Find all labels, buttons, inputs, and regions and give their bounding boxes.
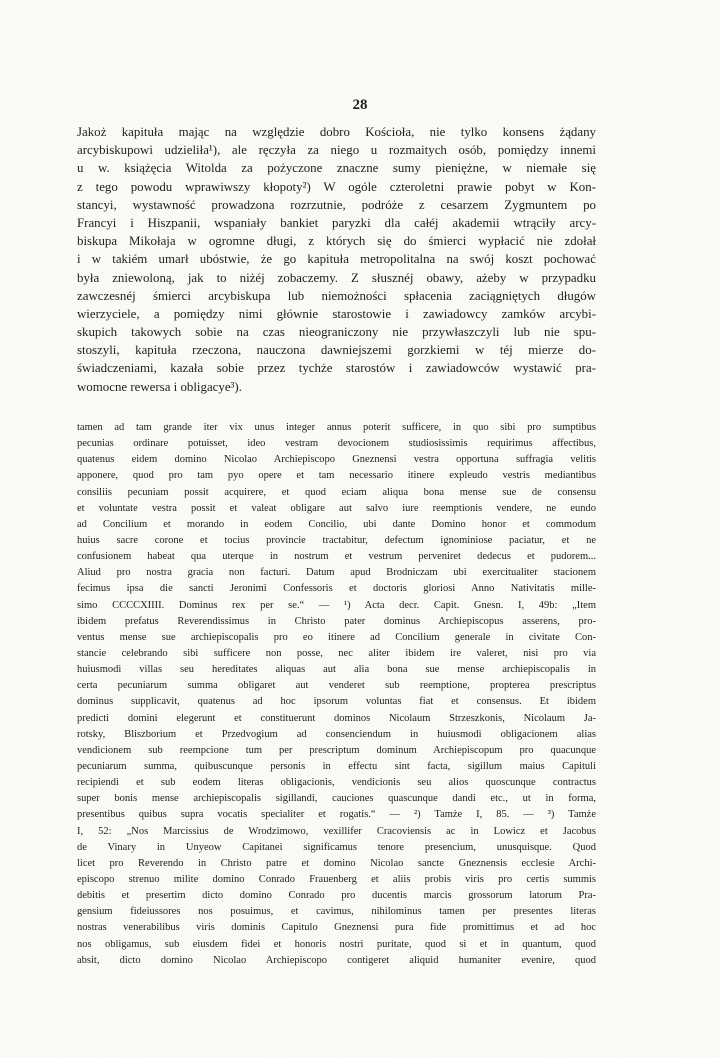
main-line: z tego powodu wprawiwszy kłopoty²) W ogóle czteroletni prawie pobyt w Kon- (77, 179, 596, 194)
footnote-line: absit, dicto domino Nicolao Archiepiscopo contigeret aliquid humaniter evenire, quod (77, 954, 596, 966)
footnote-line: predicti domini elegerunt et constituerunt dominos Nicolaum Strzeszkonis, Nicolaum Ja- (77, 712, 596, 724)
footnote-line: huius sacre corone et tocius provincie tractabitur, defectum ignominiose paciatur, et ne (77, 534, 596, 546)
footnote-line: ibidem prefatus Reverendissimus in Christo pater dominus Archiepiscopus asserens, pro- (77, 615, 596, 627)
page-number: 28 (352, 97, 368, 113)
footnote-line: I, 52: „Nos Marcissius de Wrodzimowo, vexillifer Cracoviensis ac in Lowicz et Jacobus (77, 825, 596, 837)
main-line: skupich takowych sobie na czas nieograniczony nie przywłaszczyli lub nie spu- (77, 325, 596, 340)
footnote-line: stancie celebrando sibi sufficere non posse, nec aliter ibidem ire valeret, nisi pro via (77, 647, 596, 659)
main-line: arcybiskupowi udzieliła¹), ale ręczyła za niego u rozmaitych osób, pomiędzy innemi (77, 143, 596, 158)
footnote-line: pecuniarum summa, quibuscunque personis in effectu sint facta, sigillum maius Capituli (77, 760, 596, 772)
footnotes (77, 420, 596, 969)
footnote-line: de Vinary in Unyeow Capitanei significamus tenore presencium, unusquisque. Quod (77, 841, 596, 853)
footnote-line: nostras venerabilibus viris dominis Capitulo Gneznensi pura fide promittimus et ad hoc (77, 922, 596, 934)
footnote-line: licet pro Reverendo in Christo patre et domino Nicolao sancte Gneznensis ecclesie Archi- (77, 857, 596, 869)
footnote-line: ad Concilium et morando in eodem Concilio, ubi dante Domino honor et commodum (77, 518, 596, 530)
footnote-line: dominus supplicavit, quatenus ad hoc ipsorum voluntas fiat et consensus. Et ibidem (77, 696, 596, 708)
main-line: była zniewoloną, jak to niżéj zobaczemy. Z słusznéj obawy, ażeby w przypadku (77, 270, 596, 285)
main-line: stoszyli, kapituła rzeczona, nauczona dawniejszemi gorzkiemi w téj mierze do- (77, 343, 596, 358)
main-line: świadczeniami, kazała sobie przez tychże starostów i zawiadowców wystawić pra- (77, 361, 596, 376)
footnote-line: confusionem habeat qua uterque in nostrum et vestrum perveniret dedecus et pudorem... (77, 551, 596, 563)
footnote-line: tamen ad tam grande iter vix unus integer annus poterit sufficere, in quo sibi pro sumptibus (77, 422, 596, 433)
footnote-line: et voluntate vestra possit et valeat obligare aut salvo iure reemptionis vendere, ne eundo (77, 502, 596, 514)
main-line: u w. książęcia Witolda za pożyczone znaczne sumy pieniężne, w niemałe się (77, 161, 596, 176)
main-line: biskupa Mikołaja w ogromne długi, z których się do śmierci wypłacić nie zdołał (77, 234, 596, 249)
main-line: stancyi, wystawność prowadzona rozrzutnie, podróże z cesarzem Zygmuntem po (77, 197, 596, 212)
footnote-line: vendicionem sub reempcione tum per prescriptum dominum Archiepiscopum pro quacunque (77, 744, 596, 756)
footnote-line: Aliud pro nostra gracia non facturi. Datum apud Brodniczam ubi exercitualiter stacionem (77, 567, 596, 579)
footnote-line: huiusmodi villas seu hereditates aliquas aut alia bona sue mense archiepiscopalis in (77, 664, 596, 676)
main-paragraph (77, 123, 596, 396)
footnote-line: ventus mense sue archiepiscopalis pro eo itinere ad Concilium generale in civitate Con- (77, 631, 596, 643)
main-line: zawczesnéj śmierci arcybiskupa lub niemożności spłacenia zaciągniętych długów (77, 288, 596, 303)
footnote-line: pecunias ordinare potuisset, ideo vestram devocionem studiosissimis requirimus affectibus, (77, 438, 596, 450)
footnote-line: consiliis pecuniam possit acquirere, et quod eciam aliqua bona mense sue de consensu (77, 486, 596, 498)
main-line: Jakoż kapituła mając na względzie dobro Kościoła, nie tylko konsens żądany (77, 125, 596, 139)
footnote-line: apponere, quod pro tam pyo opere et tam necessario itinere expleudo vestris mediantibus (77, 470, 596, 482)
footnote-line: recipiendi et sub eodem literas obligacionis, vendicionis seu alios quoscunque contractus (77, 777, 596, 789)
footnote-line: nos obligamus, sub eiusdem fidei et honoris nostri puritate, quod si et in quantum, quod (77, 938, 596, 950)
footnote-line: debitis et presertim dicto domino Conrado pro ducentis marcis grossorum latorum Pra- (77, 890, 596, 902)
footnote-line: quatenus eidem domino Nicolao Archiepiscopo Gneznensi vestra opportuna suffragia velitis (77, 454, 596, 466)
footnote-line: certa pecuniarum summa obligaret aut venderet sub reemptione, propterea prescriptus (77, 680, 596, 692)
footnote-line: rotsky, Bliszborium et Przedvogium ad consenciendum in huiusmodi obligacionem alias (77, 728, 596, 740)
main-line: Francyi i Hiszpanii, wspaniały bankiet paryzki dla całéj akademii wtrąciły arcy- (77, 215, 596, 230)
footnote-line: super bonis mense archiepiscopalis sigillandi, cauciones quascunque dandi etc., ut in forma, (77, 793, 596, 805)
main-line: i w takiém umarł ubóstwie, że go kapituła metropolitalna na swój koszt pochować (77, 252, 596, 267)
footnote-line: episcopo strenuo milite domino Conrado Frauenberg et aliis probis viris pro certis summis (77, 873, 596, 885)
footnote-line: simo CCCCXIIII. Dominus rex per se.“ — ¹) Acta decr. Capit. Gnesn. I, 49b: „Item (77, 599, 596, 611)
footnote-line: fecimus ipsa die sancti Jeronimi Confessoris et doctoris gloriosi Anno Nativitatis mille- (77, 583, 596, 595)
main-line: wierzyciele, a pomiędzy nimi głównie starostowie i zawiadowcy zamków arcybi- (77, 306, 596, 321)
footnote-line: gensium fideiussores nos posuimus, et cavimus, nihilominus tamen per presentes literas (77, 906, 596, 918)
footnote-line: presentibus quibus supra vocatis specialiter et rogatis.“ — ²) Tamże I, 85. — ³) Tamże (77, 809, 596, 821)
main-line: womocne rewersa i obligacye³). (77, 379, 242, 394)
